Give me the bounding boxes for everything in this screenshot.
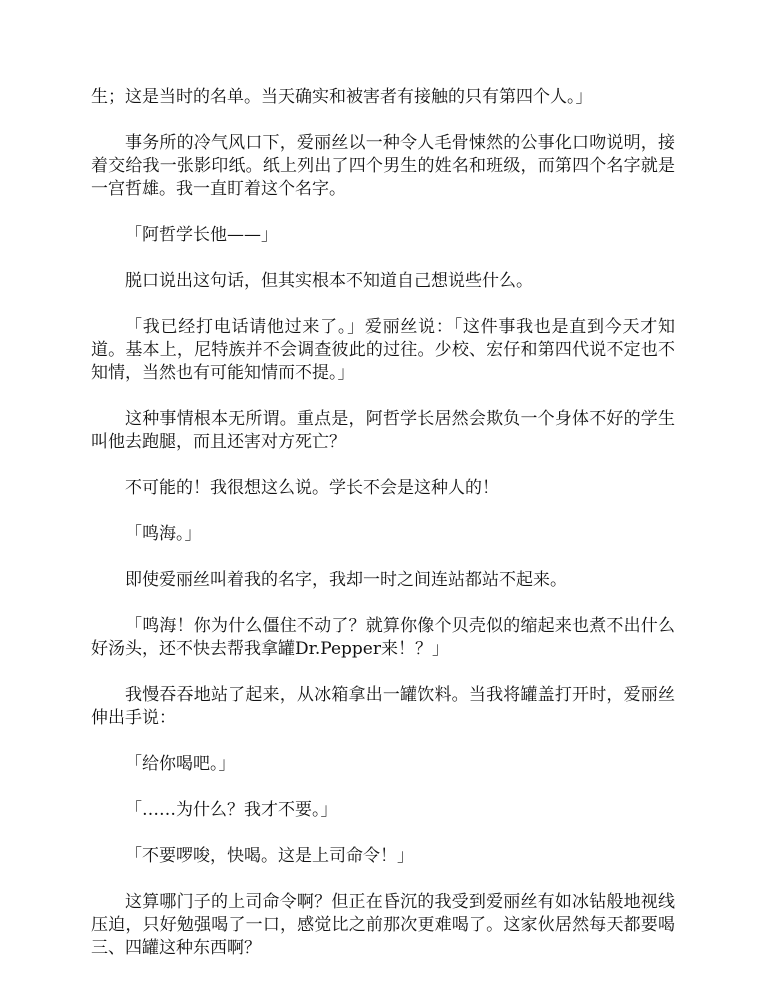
paragraph: 生；这是当时的名单。当天确实和被害者有接触的只有第四个人。」 <box>91 87 593 107</box>
paragraph: 「阿哲学长他——」 <box>125 225 278 245</box>
paragraph: 即使爱丽丝叫着我的名字，我却一时之间连站都站不起来。 <box>125 570 567 590</box>
document-body <box>91 86 675 983</box>
paragraph: 这种事情根本无所谓。重点是，阿哲学长居然会欺负一个身体不好的学生叫他去跑腿，而且还害对方死亡？ <box>91 409 675 452</box>
paragraph: 「鸣海。」 <box>125 524 202 544</box>
paragraph: 「给你喝吧。」 <box>125 754 236 774</box>
paragraph: 「鸣海！你为什么僵住不动了？就算你像个贝壳似的缩起来也煮不出什么好汤头，还不快去帮我拿罐Dr.Pepper来！？」 <box>91 616 675 659</box>
paragraph: 脱口说出这句话，但其实根本不知道自己想说些什么。 <box>125 271 533 291</box>
paragraph: 「我已经打电话请他过来了。」爱丽丝说：「这件事我也是直到今天才知道。基本上，尼特族并不会调查彼此的过往。少校、宏仔和第四代说不定也不知情，当然也有可能知情而不提。」 <box>91 317 675 383</box>
paragraph: 「……为什么？我才不要。」 <box>125 800 338 820</box>
paragraph: 事务所的冷气风口下，爱丽丝以一种令人毛骨悚然的公事化口吻说明，接着交给我一张影印纸。纸上列出了四个男生的姓名和班级，而第四个名字就是一宫哲雄。我一直盯着这个名字。 <box>91 133 675 199</box>
paragraph: 这算哪门子的上司命令啊？但正在昏沉的我受到爱丽丝有如冰钻般地视线压迫，只好勉强喝了一口，感觉比之前那次更难喝了。这家伙居然每天都要喝三、四罐这种东西啊？ <box>91 892 675 958</box>
paragraph: 「不要啰唆，快喝。这是上司命令！」 <box>125 846 414 866</box>
paragraph: 不可能的！我很想这么说。学长不会是这种人的！ <box>125 478 499 498</box>
paragraph: 我慢吞吞地站了起来，从冰箱拿出一罐饮料。当我将罐盖打开时，爱丽丝伸出手说： <box>91 685 675 728</box>
